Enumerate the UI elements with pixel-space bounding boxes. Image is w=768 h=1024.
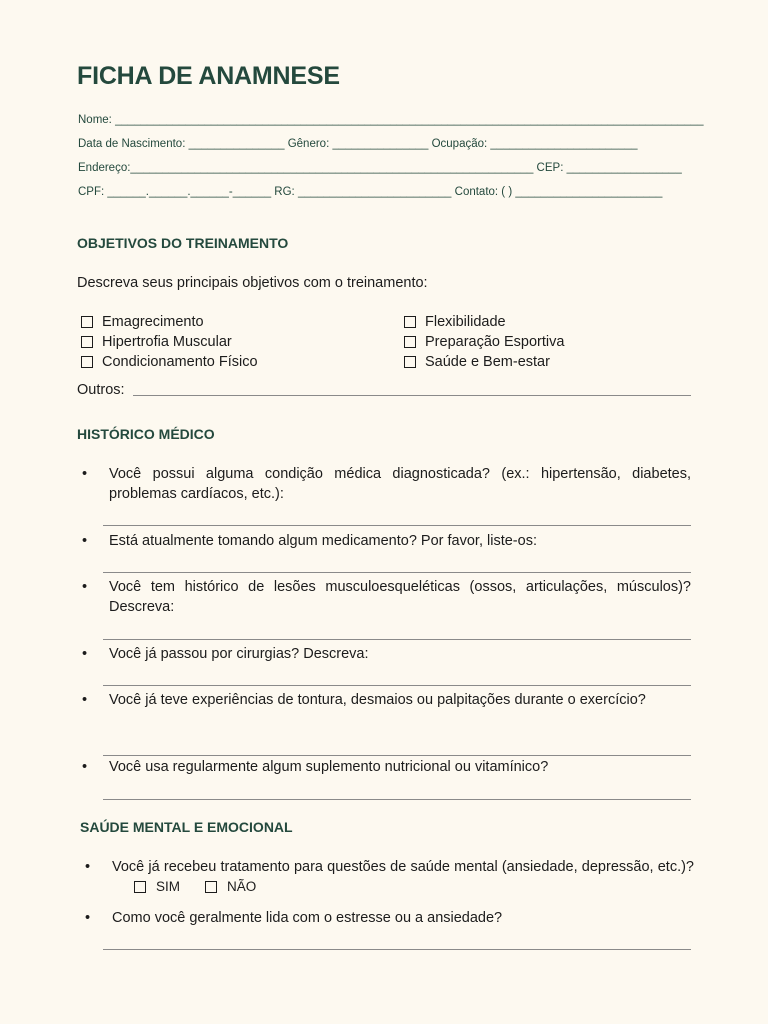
checkbox[interactable] xyxy=(81,356,93,368)
objetivos-right-column xyxy=(404,312,564,372)
bullet: • xyxy=(82,759,88,775)
option-flexibilidade[interactable] xyxy=(404,312,564,332)
question-text xyxy=(112,857,694,899)
objetivos-prompt: Descreva seus principais objetivos com o treinamento: xyxy=(77,275,428,291)
answer-line[interactable] xyxy=(103,639,691,640)
checkbox[interactable] xyxy=(134,881,146,893)
question-text: Você já teve experiências de tontura, desmaios ou palpitações durante o exercício? xyxy=(109,692,646,708)
outros-input-line[interactable] xyxy=(133,395,691,396)
option-hipertrofia[interactable] xyxy=(81,332,258,352)
bullet: • xyxy=(82,466,88,482)
option-label: Saúde e Bem-estar xyxy=(425,354,550,370)
page-title: FICHA DE ANAMNESE xyxy=(77,62,340,90)
checkbox[interactable] xyxy=(205,881,217,893)
list-item xyxy=(82,690,691,730)
checkbox[interactable] xyxy=(404,356,416,368)
answer-line[interactable] xyxy=(103,799,691,800)
question-text: Você possui alguma condição médica diagnosticada? (ex.: hipertensão, diabetes, problemas cardíacos, etc.): xyxy=(109,466,691,502)
name-field[interactable]: Nome: ____________________________________________________________________________________________ xyxy=(78,114,704,126)
answer-line[interactable] xyxy=(103,949,691,950)
checkbox[interactable] xyxy=(81,316,93,328)
section-heading-saude-mental: SAÚDE MENTAL E EMOCIONAL xyxy=(80,819,293,835)
option-label: Flexibilidade xyxy=(425,314,506,330)
answer-line[interactable] xyxy=(103,685,691,686)
section-heading-objetivos: OBJETIVOS DO TREINAMENTO xyxy=(77,235,289,251)
question-text: Você tem histórico de lesões musculoesqueléticas (ossos, articulações, músculos)? Descreva: xyxy=(109,579,691,615)
list-item xyxy=(82,464,691,504)
nao-label: NÃO xyxy=(227,879,257,894)
birth-gender-occupation-field[interactable]: Data de Nascimento: _______________ Gênero: _______________ Ocupação: _______________________ xyxy=(78,138,638,150)
section-heading-historico: HISTÓRICO MÉDICO xyxy=(77,426,215,442)
outros-label: Outros: xyxy=(77,382,125,398)
address-cep-field[interactable]: Endereço:_______________________________________________________________ CEP: __________________ xyxy=(78,162,682,174)
list-item xyxy=(82,644,691,664)
option-label: Condicionamento Físico xyxy=(102,354,258,370)
option-label: Hipertrofia Muscular xyxy=(102,334,232,350)
question-text: Você já passou por cirurgias? Descreva: xyxy=(109,646,369,662)
option-label: Emagrecimento xyxy=(102,314,204,330)
question-text: Está atualmente tomando algum medicamento? Por favor, liste-os: xyxy=(109,533,537,549)
cpf-rg-contact-field[interactable]: CPF: ______.______.______-______ RG: ________________________ Contato: ( ) _______________________ xyxy=(78,186,663,198)
bullet: • xyxy=(82,579,88,595)
list-item xyxy=(82,757,691,777)
bullet: • xyxy=(82,692,88,708)
option-nao[interactable] xyxy=(205,877,256,897)
answer-line[interactable] xyxy=(103,755,691,756)
bullet: • xyxy=(82,533,88,549)
checkbox[interactable] xyxy=(404,316,416,328)
list-item xyxy=(85,857,694,901)
question-text: Você usa regularmente algum suplemento nutricional ou vitamínico? xyxy=(109,759,549,775)
checkbox[interactable] xyxy=(81,336,93,348)
objetivos-left-column xyxy=(81,312,258,372)
option-saude[interactable] xyxy=(404,352,564,372)
list-item xyxy=(82,577,691,617)
option-preparacao[interactable] xyxy=(404,332,564,352)
question-label: Você já recebeu tratamento para questões de saúde mental (ansiedade, depressão, etc.)? xyxy=(112,859,694,875)
list-item xyxy=(82,531,691,551)
option-emagrecimento[interactable] xyxy=(81,312,258,332)
bullet: • xyxy=(85,859,91,875)
answer-line[interactable] xyxy=(103,572,691,573)
answer-line[interactable] xyxy=(103,525,691,526)
option-condicionamento[interactable] xyxy=(81,352,258,372)
sim-label: SIM xyxy=(156,879,181,894)
bullet: • xyxy=(85,910,91,926)
option-sim[interactable] xyxy=(134,877,180,897)
question-text: Como você geralmente lida com o estresse ou a ansiedade? xyxy=(112,910,503,926)
list-item xyxy=(85,908,694,928)
option-label: Preparação Esportiva xyxy=(425,334,565,350)
checkbox[interactable] xyxy=(404,336,416,348)
bullet: • xyxy=(82,646,88,662)
